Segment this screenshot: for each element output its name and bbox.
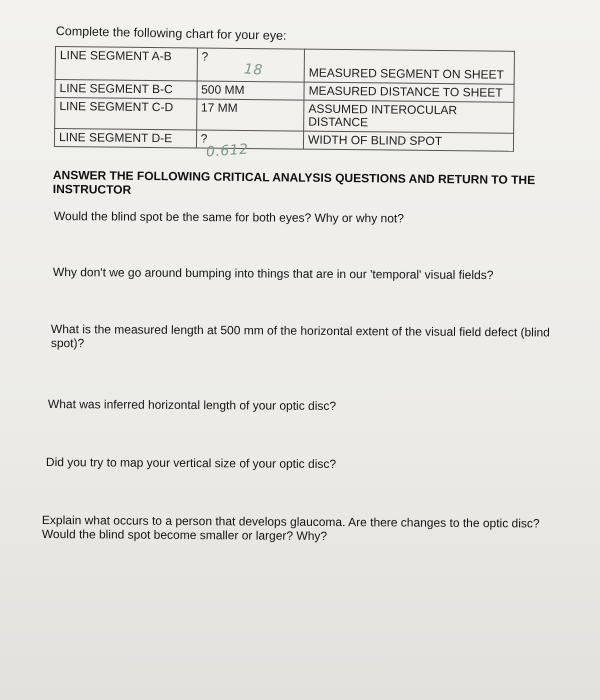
question-3: What is the measured length at 500 mm of the horizontal extent of the visual field defect (blind spot)?: [50, 322, 550, 351]
segment-description: WIDTH OF BLIND SPOT: [303, 131, 513, 151]
segment-value: ?: [196, 130, 304, 149]
segment-value: 500 MM: [197, 81, 305, 100]
segment-label: LINE SEGMENT B-C: [55, 80, 197, 99]
segment-value: 17 MM: [196, 99, 304, 131]
question-1: Would the blind spot be the same for both eyes? Why or why not?: [53, 209, 404, 226]
segment-description: MEASURED DISTANCE TO SHEET: [304, 82, 514, 102]
blind-spot-chart: [54, 46, 515, 152]
segment-value: ?: [197, 48, 305, 82]
handwritten-ab-value: 18: [243, 61, 264, 79]
question-2: Why don't we go around bumping into things that are in our 'temporal' visual fields?: [52, 265, 494, 283]
section-heading: ANSWER THE FOLLOWING CRITICAL ANALYSIS QUESTIONS AND RETURN TO THE INSTRUCTOR: [52, 168, 536, 197]
segment-label: LINE SEGMENT D-E: [54, 129, 196, 148]
handwritten-de-value: 0.612: [205, 141, 250, 161]
segment-description: ASSUMED INTEROCULAR DISTANCE: [304, 100, 514, 133]
question-6: Explain what occurs to a person that develops glaucoma. Are there changes to the optic disc? Would the blind spot become smaller or larger? Why?: [41, 513, 540, 543]
segment-description: MEASURED SEGMENT ON SHEET: [304, 49, 514, 84]
table-row: [54, 129, 513, 152]
table-row: [55, 98, 514, 134]
table-row: [55, 47, 514, 85]
question-5: Did you try to map your vertical size of your optic disc?: [45, 455, 337, 472]
intro-instruction: Complete the following chart for your eye:: [55, 24, 287, 43]
question-4: What was inferred horizontal length of your optic disc?: [47, 397, 337, 414]
segment-label: LINE SEGMENT C-D: [55, 98, 197, 130]
segment-label: LINE SEGMENT A-B: [55, 47, 197, 81]
